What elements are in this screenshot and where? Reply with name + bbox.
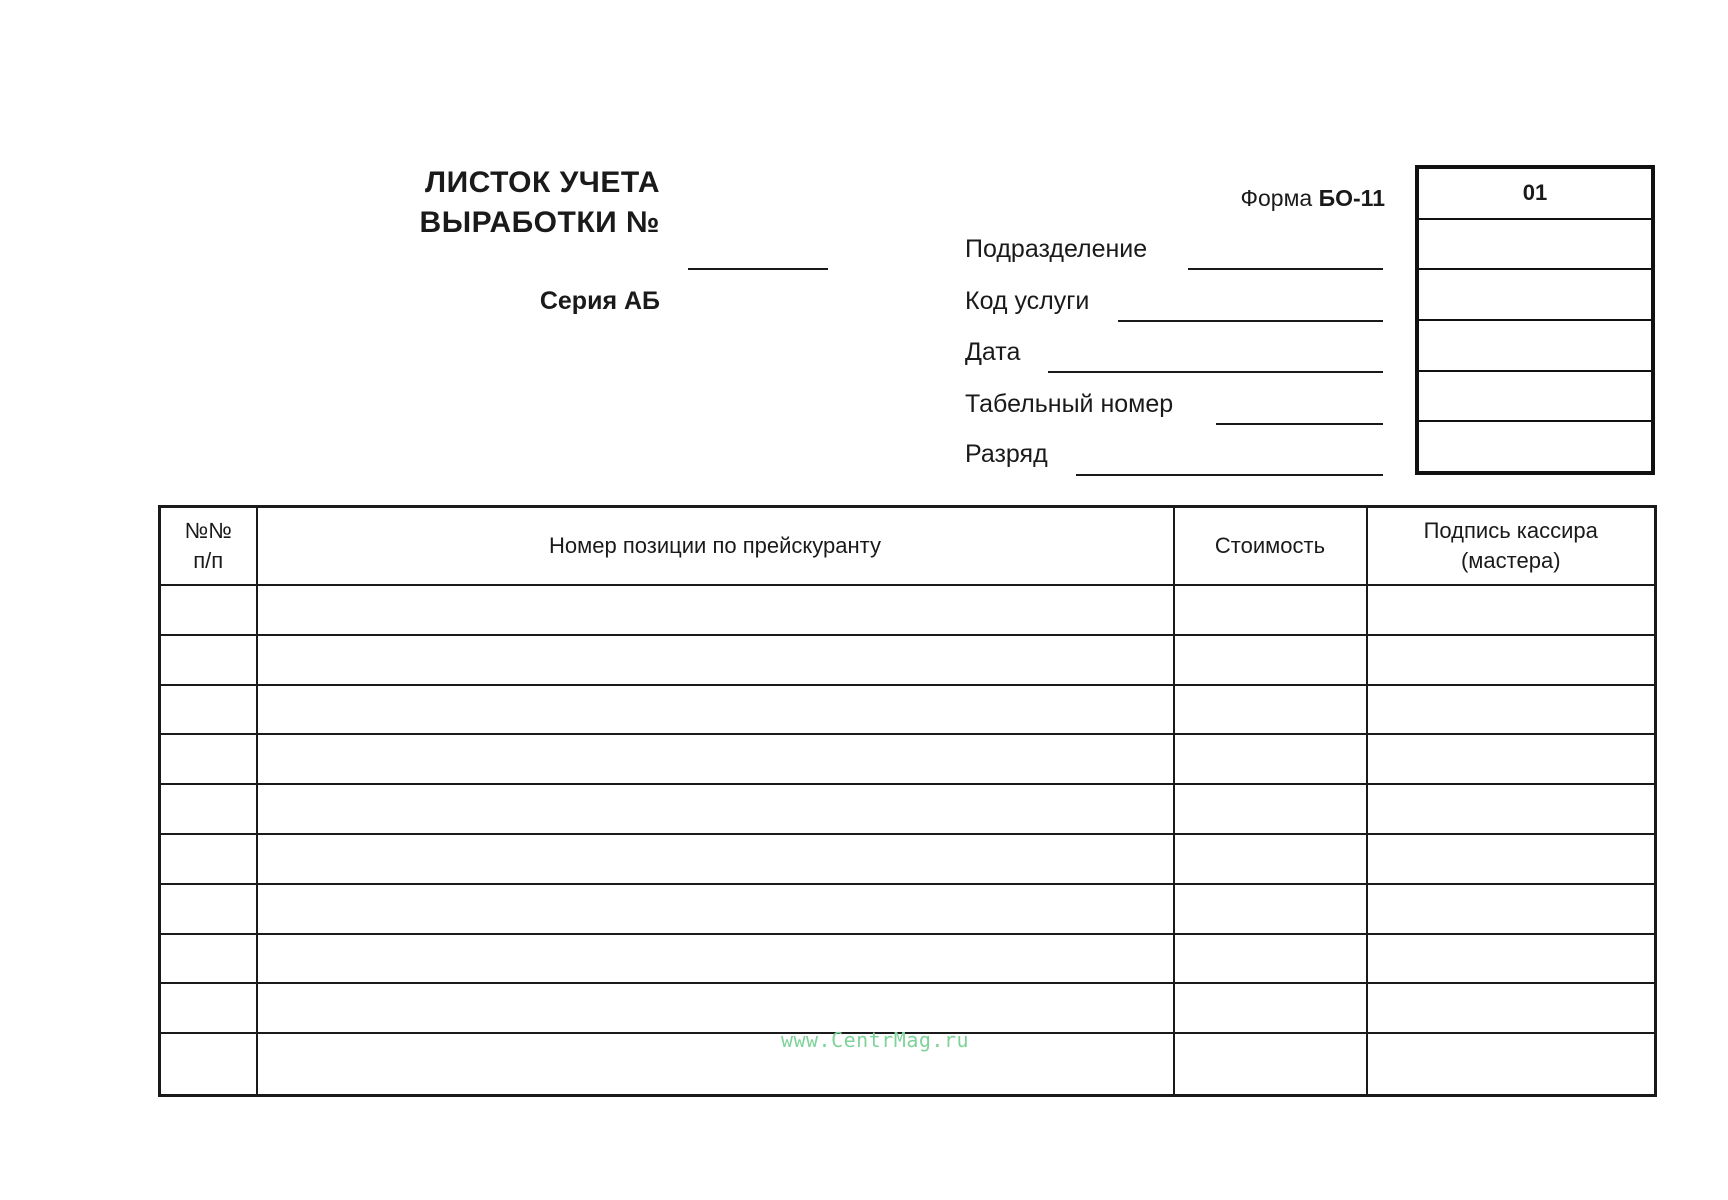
header-item-number-line-1: №№: [184, 518, 232, 543]
table-header-row: [160, 507, 1656, 586]
header-signature-line-1: Подпись кассира: [1423, 518, 1598, 543]
cell-item-number[interactable]: [160, 934, 257, 984]
cell-price-list-position[interactable]: [257, 585, 1174, 635]
code-cell: 01: [1419, 169, 1651, 220]
cell-signature[interactable]: [1367, 884, 1656, 934]
watermark: www.CentrMag.ru: [780, 1028, 970, 1052]
table-row: [160, 983, 1656, 1033]
cell-price-list-position[interactable]: [257, 934, 1174, 984]
cell-price-list-position[interactable]: [257, 884, 1174, 934]
cell-cost[interactable]: [1174, 934, 1367, 984]
table-row: [160, 734, 1656, 784]
output-table: [158, 505, 1657, 1097]
table-row: [160, 834, 1656, 884]
cell-cost[interactable]: [1174, 585, 1367, 635]
cell-signature[interactable]: [1367, 934, 1656, 984]
cell-item-number[interactable]: [160, 784, 257, 834]
sheet-number-line[interactable]: [688, 268, 828, 270]
header-signature-line-2: (мастера): [1460, 548, 1561, 573]
form-title: [380, 163, 660, 243]
cell-signature[interactable]: [1367, 834, 1656, 884]
code-cell[interactable]: [1419, 372, 1651, 423]
cell-item-number[interactable]: [160, 585, 257, 635]
cell-item-number[interactable]: [160, 983, 257, 1033]
header-price-list-position: Номер позиции по прейскуранту: [257, 507, 1174, 586]
cell-item-number[interactable]: [160, 834, 257, 884]
cell-price-list-position[interactable]: [257, 635, 1174, 685]
cell-price-list-position[interactable]: [257, 834, 1174, 884]
field-label-date: Дата: [965, 338, 1021, 366]
cell-item-number[interactable]: [160, 635, 257, 685]
header-item-number-line-2: п/п: [193, 548, 224, 573]
cell-price-list-position[interactable]: [257, 983, 1174, 1033]
cell-price-list-position[interactable]: [257, 734, 1174, 784]
cell-signature[interactable]: [1367, 585, 1656, 635]
series-label: Серия АБ: [539, 287, 660, 315]
cell-cost[interactable]: [1174, 983, 1367, 1033]
form-title-line-2: ВЫРАБОТКИ №: [419, 206, 660, 239]
field-line-personnel-number[interactable]: [1216, 423, 1383, 425]
table-body: [160, 585, 1656, 1096]
cell-cost[interactable]: [1174, 1033, 1367, 1095]
header-signature: [1367, 507, 1656, 586]
cell-signature[interactable]: [1367, 734, 1656, 784]
field-label-grade: Разряд: [965, 440, 1048, 468]
cell-signature[interactable]: [1367, 983, 1656, 1033]
field-label-department: Подразделение: [965, 235, 1148, 263]
field-line-service-code[interactable]: [1118, 320, 1383, 322]
cell-signature[interactable]: [1367, 1033, 1656, 1095]
cell-cost[interactable]: [1174, 784, 1367, 834]
cell-cost[interactable]: [1174, 685, 1367, 735]
cell-price-list-position[interactable]: [257, 784, 1174, 834]
cell-signature[interactable]: [1367, 784, 1656, 834]
cell-cost[interactable]: [1174, 884, 1367, 934]
table-row: [160, 635, 1656, 685]
cell-signature[interactable]: [1367, 635, 1656, 685]
field-label-personnel-number: Табельный номер: [965, 390, 1174, 418]
field-line-grade[interactable]: [1076, 474, 1383, 476]
cell-item-number[interactable]: [160, 884, 257, 934]
table-row: [160, 934, 1656, 984]
cell-item-number[interactable]: [160, 734, 257, 784]
cell-cost[interactable]: [1174, 834, 1367, 884]
form-code-prefix: Форма: [1240, 185, 1319, 211]
header-cost: Стоимость: [1174, 507, 1367, 586]
form-title-line-1: ЛИСТОК УЧЕТА: [425, 166, 660, 199]
cell-cost[interactable]: [1174, 635, 1367, 685]
table-row: [160, 685, 1656, 735]
table-row: [160, 784, 1656, 834]
field-line-date[interactable]: [1048, 371, 1383, 373]
field-label-service-code: Код услуги: [965, 287, 1090, 315]
field-line-department[interactable]: [1188, 268, 1383, 270]
form-code-value: БО-11: [1318, 185, 1385, 211]
table-row: [160, 585, 1656, 635]
code-cell[interactable]: [1419, 321, 1651, 372]
cell-item-number[interactable]: [160, 1033, 257, 1095]
cell-cost[interactable]: [1174, 734, 1367, 784]
cell-price-list-position[interactable]: [257, 1033, 1174, 1095]
code-cell[interactable]: [1419, 270, 1651, 321]
header-item-number: [160, 507, 257, 586]
code-cell[interactable]: [1419, 220, 1651, 271]
table-row: [160, 884, 1656, 934]
code-cell[interactable]: [1419, 422, 1651, 471]
cell-price-list-position[interactable]: [257, 685, 1174, 735]
code-box: [1415, 165, 1655, 475]
cell-item-number[interactable]: [160, 685, 257, 735]
cell-signature[interactable]: [1367, 685, 1656, 735]
form-code: [1180, 185, 1385, 212]
